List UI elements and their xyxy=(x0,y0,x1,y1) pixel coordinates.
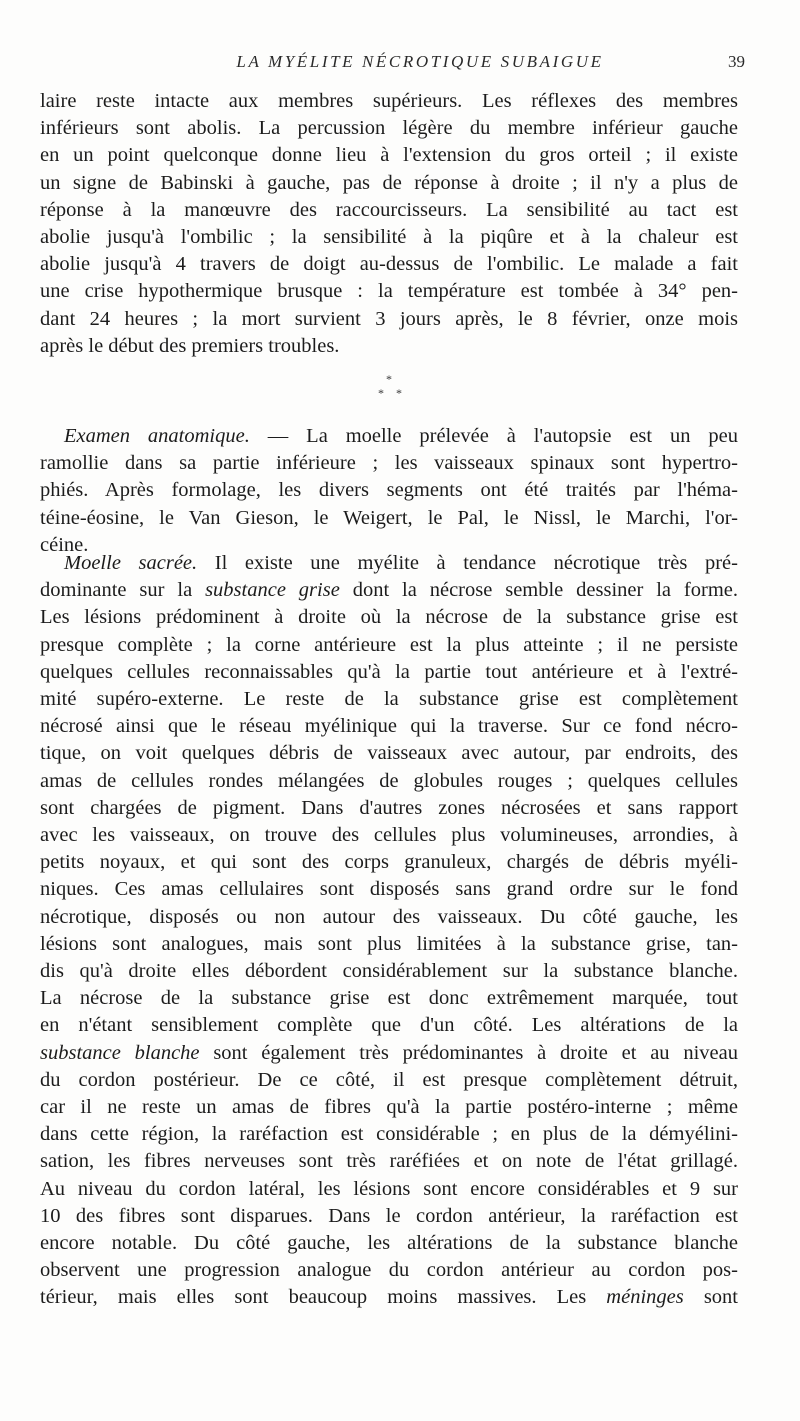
text-line: car il ne reste un amas de fibres qu'à la partie postéro-interne ; même xyxy=(40,1096,738,1119)
text-line: dant 24 heures ; la mort survient 3 jours après, le 8 février, onze mois xyxy=(40,307,738,330)
text-line: amas de cellules rondes mélangées de globules rouges ; quelques cellules xyxy=(40,769,738,792)
text-line: quelques cellules reconnaissables qu'à la partie tout antérieure et à l'extré- xyxy=(40,660,738,683)
asterism-star: * xyxy=(378,386,384,400)
text-line: sation, les fibres nerveuses sont très raréfiées et on note de l'état grillagé. xyxy=(40,1150,738,1173)
text-line: nécrosé ainsi que le réseau myélinique qui la traverse. Sur ce fond nécro- xyxy=(40,715,738,738)
text-line: en un point quelconque donne lieu à l'extension du gros orteil ; il existe xyxy=(40,144,738,167)
text-line: céine. xyxy=(40,533,89,556)
text-line: un signe de Babinski à gauche, pas de réponse à droite ; il n'y a plus de xyxy=(40,171,738,194)
text-line xyxy=(40,1284,738,1311)
text-line: 10 des fibres sont disparues. Dans le cordon antérieur, la raréfaction est xyxy=(40,1204,738,1227)
asterism-star: * xyxy=(396,386,402,400)
text-line: Au niveau du cordon latéral, les lésions sont encore considérables et 9 sur xyxy=(40,1177,738,1200)
text-line: nécrotique, disposés ou non autour des vaisseaux. Du côté gauche, les xyxy=(40,905,738,928)
text-run: dominante sur la xyxy=(40,579,206,602)
text-line: tique, on voit quelques débris de vaisseaux avec autour, par endroits, des xyxy=(40,742,738,765)
italic-term: méninges xyxy=(606,1286,684,1309)
section-separator-asterism xyxy=(370,372,410,402)
text-line: observent une progression analogue du cordon antérieur au cordon pos- xyxy=(40,1259,738,1282)
text-line: phiés. Après formolage, les divers segments ont été traités par l'héma- xyxy=(40,479,738,502)
text-line: en n'étant sensiblement complète que d'un côté. Les altérations de la xyxy=(40,1014,738,1037)
text-run: sont xyxy=(683,1286,738,1309)
text-line: une crise hypothermique brusque : la température est tombée à 34° pen- xyxy=(40,280,738,303)
text-line: Les lésions prédominent à droite où la nécrose de la substance grise est xyxy=(40,606,738,629)
text-run: — La moelle prélevée à l'autopsie est un peu xyxy=(249,425,739,447)
text-line: abolie jusqu'à 4 travers de doigt au-dessus de l'ombilic. Le malade a fait xyxy=(40,253,738,276)
text-line: du cordon postérieur. De ce côté, il est presque complètement détruit, xyxy=(40,1068,738,1091)
text-line: laire reste intacte aux membres supérieurs. Les réflexes des membres xyxy=(40,90,738,112)
text-line: La nécrose de la substance grise est donc extrêmement marquée, tout xyxy=(40,987,738,1010)
italic-term: substance blanche xyxy=(40,1041,200,1064)
page-number: 39 xyxy=(728,52,745,71)
paragraph-sacral-cord xyxy=(40,550,738,1312)
italic-heading: Moelle sacrée. xyxy=(64,552,198,574)
text-line: inférieurs sont abolis. La percussion légère du membre inférieur gauche xyxy=(40,117,738,140)
text-line: dis qu'à droite elles débordent considérablement sur la substance blanche. xyxy=(40,960,738,983)
text-line: petits noyaux, et qui sont des corps granuleux, chargés de débris myéli- xyxy=(40,851,738,874)
text-line: après le début des premiers troubles. xyxy=(40,334,340,357)
text-line: presque complète ; la corne antérieure est la plus atteinte ; il ne persiste xyxy=(40,633,738,656)
text-line xyxy=(40,550,738,577)
text-line: sont chargées de pigment. Dans d'autres zones nécrosées et sans rapport xyxy=(40,796,738,819)
text-line xyxy=(40,423,738,450)
italic-term: substance grise xyxy=(205,579,340,602)
text-line: réponse à la manœuvre des raccourcisseurs. La sensibilité au tact est xyxy=(40,198,738,221)
text-line: dans cette région, la raréfaction est considérable ; en plus de la démyélini- xyxy=(40,1123,738,1146)
text-line xyxy=(40,1040,738,1067)
text-line: téine-éosine, le Van Gieson, le Weigert, le Pal, le Nissl, le Marchi, l'or- xyxy=(40,506,738,529)
text-line: mité supéro-externe. Le reste de la substance grise est complètement xyxy=(40,688,738,711)
text-line: ramollie dans sa partie inférieure ; les vaisseaux spinaux sont hypertro- xyxy=(40,452,738,475)
paragraph-anatomical-exam xyxy=(40,423,738,559)
text-run: Il existe une myélite à tendance nécrotique très pré- xyxy=(197,552,738,574)
text-run: sont également très prédominantes à droite et au niveau xyxy=(199,1041,738,1064)
asterism-star: * xyxy=(386,372,392,386)
italic-heading: Examen anatomique. xyxy=(64,425,250,447)
paragraph-clinical-course xyxy=(40,88,738,360)
text-line: niques. Ces amas cellulaires sont disposés sans grand ordre sur le fond xyxy=(40,878,738,901)
running-title: LA MYÉLITE NÉCROTIQUE SUBAIGUE xyxy=(236,52,604,71)
text-line: encore notable. Du côté gauche, les altérations de la substance blanche xyxy=(40,1232,738,1255)
text-line: abolie jusqu'à l'ombilic ; la sensibilité à la piqûre et à la chaleur est xyxy=(40,226,738,249)
text-line: avec les vaisseaux, on trouve des cellules plus volumineuses, arrondies, à xyxy=(40,824,738,847)
text-line xyxy=(40,577,738,604)
text-run: térieur, mais elles sont beaucoup moins massives. Les xyxy=(40,1286,607,1309)
text-run: dont la nécrose semble dessiner la forme. xyxy=(339,579,738,602)
text-line: lésions sont analogues, mais sont plus limitées à la substance grise, tan- xyxy=(40,932,738,955)
